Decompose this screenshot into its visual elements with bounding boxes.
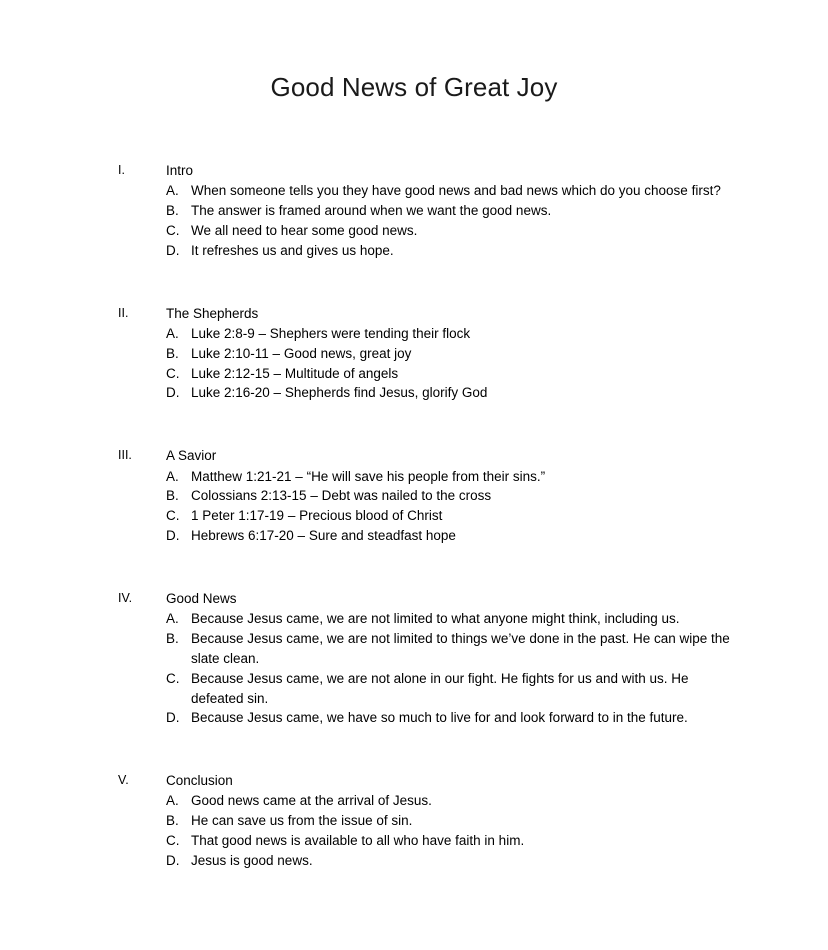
section-numeral: II. [118, 305, 129, 320]
list-item [118, 506, 738, 526]
item-text: Because Jesus came, we are not alone in our fight. He fights for us and with us. He defeated sin. [191, 670, 689, 706]
section-heading [118, 304, 738, 324]
item-letter: D. [166, 710, 180, 726]
section-title: Intro [166, 163, 194, 178]
list-item [118, 201, 738, 221]
list-item [118, 344, 738, 364]
section-heading [118, 446, 738, 466]
item-letter: B. [166, 813, 179, 829]
outline-section [118, 304, 738, 404]
item-letter: A. [166, 793, 179, 809]
section-heading [118, 589, 738, 609]
section-gap [118, 754, 738, 771]
item-letter: D. [166, 852, 180, 868]
list-item [118, 791, 738, 811]
list-item [118, 851, 738, 871]
item-letter: B. [166, 488, 179, 504]
list-item [118, 181, 738, 201]
item-letter: C. [166, 670, 180, 686]
list-item [118, 486, 738, 506]
section-gap [118, 572, 738, 589]
list-item [118, 811, 738, 831]
list-item [118, 526, 738, 546]
item-letter: A. [166, 183, 179, 199]
list-item [118, 364, 738, 384]
item-text: 1 Peter 1:17-19 – Precious blood of Christ [191, 508, 443, 524]
outline-body [0, 161, 828, 871]
page-title: Good News of Great Joy [270, 72, 558, 102]
section-heading [118, 161, 738, 181]
list-item [118, 629, 738, 669]
item-text: He can save us from the issue of sin. [191, 813, 413, 829]
item-letter: B. [166, 345, 179, 361]
item-text: Luke 2:16-20 – Shepherds find Jesus, glorify God [191, 385, 488, 401]
item-text: Luke 2:10-11 – Good news, great joy [191, 345, 412, 361]
section-heading [118, 771, 738, 791]
item-letter: A. [166, 325, 179, 341]
item-letter: C. [166, 508, 180, 524]
list-item [118, 467, 738, 487]
list-item [118, 609, 738, 629]
list-item [118, 324, 738, 344]
item-letter: B. [166, 630, 179, 646]
item-letter: C. [166, 833, 180, 849]
section-title: The Shepherds [166, 305, 259, 321]
outline-section [118, 589, 738, 728]
list-item [118, 221, 738, 241]
item-text: We all need to hear some good news. [191, 222, 418, 238]
item-text: It refreshes us and gives us hope. [191, 242, 394, 258]
section-items [118, 324, 738, 403]
list-item [118, 383, 738, 403]
item-text: Good news came at the arrival of Jesus. [191, 793, 432, 809]
list-item [118, 708, 738, 728]
item-letter: D. [166, 385, 180, 401]
item-text: That good news is available to all who have faith in him. [191, 833, 525, 849]
item-text: Colossians 2:13-15 – Debt was nailed to the cross [191, 488, 492, 504]
section-numeral: V. [118, 773, 129, 788]
outline-section [118, 446, 738, 546]
item-letter: D. [166, 242, 180, 258]
item-letter: A. [166, 611, 179, 627]
section-title: Good News [166, 590, 237, 606]
item-text: When someone tells you they have good news and bad news which do you choose first? [191, 183, 721, 199]
item-text: The answer is framed around when we want the good news. [191, 203, 552, 219]
item-text: Luke 2:12-15 – Multitude of angels [191, 365, 399, 381]
section-items [118, 791, 738, 870]
outline-section [118, 161, 738, 261]
section-title: Conclusion [166, 773, 233, 789]
item-letter: C. [166, 222, 180, 238]
item-text: Because Jesus came, we are not limited to things we’ve done in the past. He can wipe the slate clean. [191, 630, 730, 666]
item-text: Jesus is good news. [191, 852, 313, 868]
section-items [118, 181, 738, 260]
item-text: Luke 2:8-9 – Shephers were tending their flock [191, 325, 471, 341]
section-numeral: IV. [118, 590, 133, 605]
list-item [118, 669, 738, 709]
item-text: Matthew 1:21-21 – “He will save his people from their sins.” [191, 468, 546, 484]
item-letter: B. [166, 203, 179, 219]
outline-section [118, 771, 738, 871]
list-item [118, 831, 738, 851]
item-letter: C. [166, 365, 180, 381]
section-numeral: I. [118, 163, 125, 177]
section-numeral: III. [118, 448, 132, 463]
section-gap [118, 429, 738, 446]
section-items [118, 609, 738, 728]
item-letter: D. [166, 528, 180, 544]
section-items [118, 467, 738, 546]
list-item [118, 241, 738, 261]
item-letter: A. [166, 468, 179, 484]
item-text: Hebrews 6:17-20 – Sure and steadfast hope [191, 528, 456, 544]
section-gap [118, 287, 738, 304]
item-text: Because Jesus came, we are not limited to what anyone might think, including us. [191, 611, 680, 627]
section-title: A Savior [166, 448, 217, 464]
item-text: Because Jesus came, we have so much to live for and look forward to in the future. [191, 710, 688, 726]
